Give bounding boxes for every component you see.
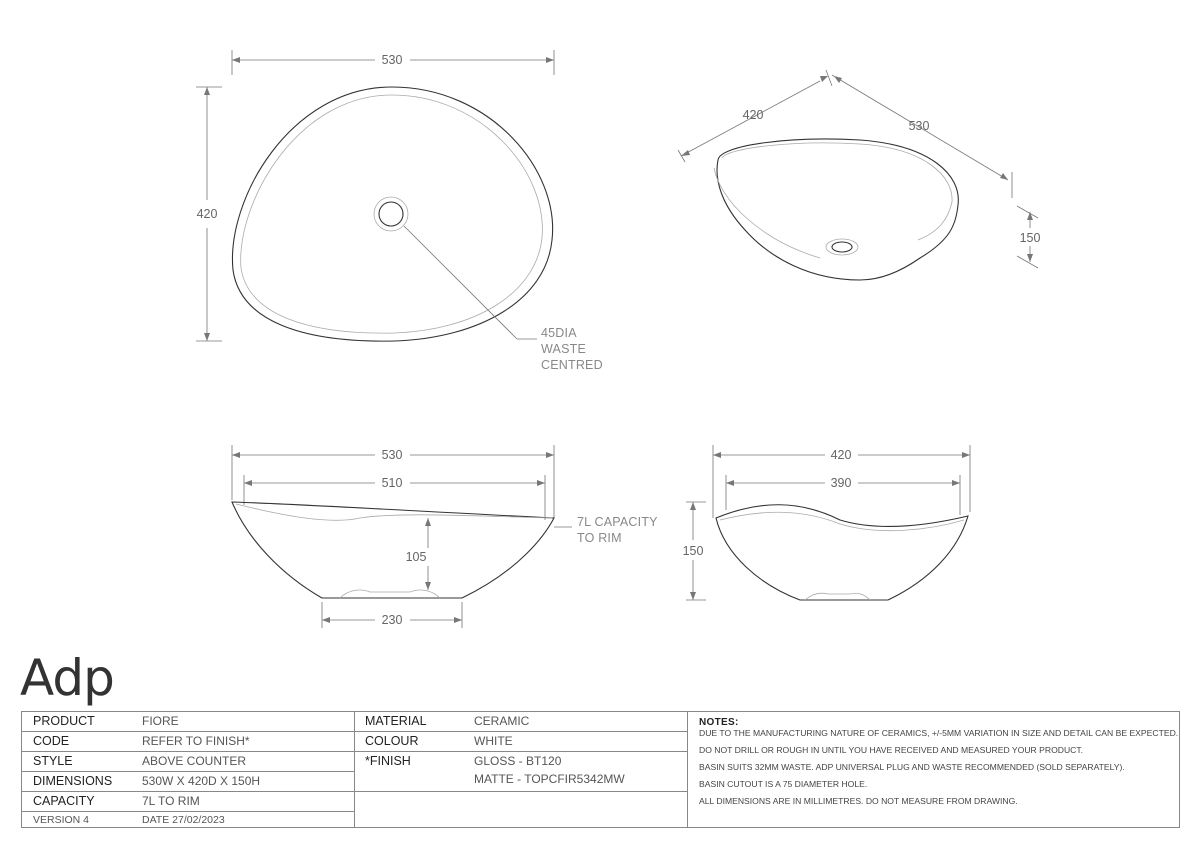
spec-label: CAPACITY	[33, 794, 95, 808]
spec-value: 7L TO RIM	[142, 794, 200, 808]
spec-value: CERAMIC	[474, 714, 530, 728]
spec-column-1	[22, 712, 355, 827]
spec-label: PRODUCT	[33, 714, 95, 728]
spec-row-style	[22, 752, 354, 772]
spec-value: REFER TO FINISH*	[142, 734, 250, 748]
spec-row-dimensions	[22, 772, 354, 792]
side-height-label: 150	[682, 544, 704, 558]
front-bowl-depth-label: 105	[405, 550, 427, 564]
side-overall-label: 420	[830, 448, 852, 462]
spec-value: FIORE	[142, 714, 179, 728]
spec-label: DIMENSIONS	[33, 774, 113, 788]
waste-label-line2: WASTE	[541, 342, 586, 356]
spec-label: CODE	[33, 734, 70, 748]
top-width-label: 530	[381, 53, 403, 67]
spec-value: GLOSS - BT120	[474, 754, 562, 768]
spec-value: 530W X 420D X 150H	[142, 774, 261, 788]
spec-row-version	[22, 812, 354, 829]
front-base-label: 230	[381, 613, 403, 627]
spec-row-colour	[354, 732, 687, 752]
front-inner-label: 510	[381, 476, 403, 490]
iso-depth-label: 420	[742, 108, 764, 122]
spec-row-code	[22, 732, 354, 752]
iso-view	[678, 70, 1040, 280]
spec-value: WHITE	[474, 734, 513, 748]
spec-label: STYLE	[33, 754, 73, 768]
spec-label: *FINISH	[365, 754, 411, 768]
waste-label-line1: 45DIA	[541, 326, 577, 340]
version-label: VERSION 4	[33, 814, 90, 826]
spec-value-2: MATTE - TOPCFIR5342MW	[474, 772, 625, 786]
front-view	[232, 445, 658, 628]
side-view	[683, 445, 970, 600]
note-item: DO NOT DRILL OR ROUGH IN UNTIL YOU HAVE RECEIVED AND MEASURED YOUR PRODUCT.	[699, 745, 1084, 755]
iso-height-label: 150	[1019, 231, 1041, 245]
spec-row-material	[354, 712, 687, 732]
note-item: DUE TO THE MANUFACTURING NATURE OF CERAMICS, +/-5MM VARIATION IN SIZE AND DETAIL CAN BE EXPECTED.	[699, 728, 1179, 738]
note-item: ALL DIMENSIONS ARE IN MILLIMETRES. DO NOT MEASURE FROM DRAWING.	[699, 796, 1018, 806]
capacity-label-line2: TO RIM	[577, 531, 622, 545]
spec-label: COLOUR	[365, 734, 419, 748]
note-item: BASIN CUTOUT IS A 75 DIAMETER HOLE.	[699, 779, 868, 789]
top-view	[196, 50, 603, 372]
spec-table	[21, 711, 1180, 828]
front-overall-label: 530	[381, 448, 403, 462]
waste-label-line3: CENTRED	[541, 358, 603, 372]
spec-value: ABOVE COUNTER	[142, 754, 247, 768]
iso-width-label: 530	[908, 119, 930, 133]
spec-label: MATERIAL	[365, 714, 427, 728]
capacity-label-line1: 7L CAPACITY	[577, 515, 658, 529]
spec-column-2	[354, 712, 688, 827]
top-depth-label: 420	[196, 207, 218, 221]
side-inner-label: 390	[830, 476, 852, 490]
spec-row-product	[22, 712, 354, 732]
notes-column	[687, 712, 1179, 827]
note-item: BASIN SUITS 32MM WASTE. ADP UNIVERSAL PLUG AND WASTE RECOMMENDED (SOLD SEPARATELY).	[699, 762, 1125, 772]
notes-title: NOTES:	[699, 717, 739, 728]
date-label: DATE 27/02/2023	[142, 814, 225, 826]
spec-row-capacity	[22, 792, 354, 812]
spec-row-finish	[354, 752, 687, 792]
adp-logo: Adp	[20, 649, 114, 707]
